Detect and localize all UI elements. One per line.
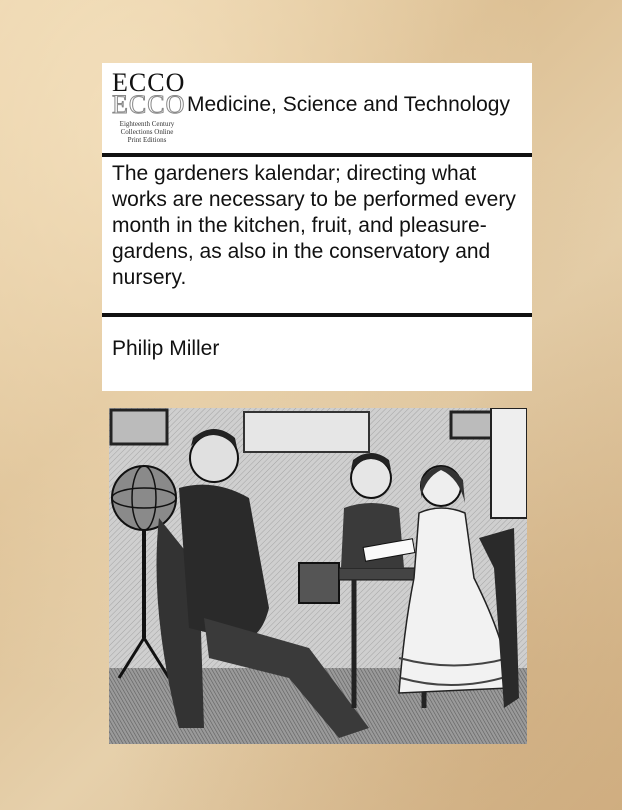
author-block <box>102 317 532 391</box>
author-name: Philip Miller <box>112 337 220 360</box>
logo-caption-line: Collections Online <box>120 128 174 136</box>
series-title: Medicine, Science and Technology <box>187 93 510 116</box>
book-in-hand <box>299 563 339 603</box>
cover-illustration <box>109 408 527 744</box>
wall-map <box>244 412 369 452</box>
book-title: The gardeners kalendar; directing what works are necessary to be performed every month in the kitchen, fruit, and pleasure-gardens, as also in the conservatory and nursery. <box>112 162 516 289</box>
logo-caption <box>112 120 182 144</box>
title-block <box>102 157 532 313</box>
picture-frame-right <box>451 412 493 438</box>
cover-header <box>102 63 532 153</box>
logo-caption-line: Print Editions <box>127 136 167 144</box>
window <box>491 408 527 518</box>
logo-mark: ECCO <box>112 68 186 97</box>
logo-caption-line: Eighteenth Century <box>119 120 175 128</box>
logo-mark-reflection: ECCO <box>112 90 186 119</box>
engraving-illustration <box>109 408 527 744</box>
globe <box>112 466 176 530</box>
cover-panel <box>102 63 532 391</box>
ecco-logo <box>112 68 186 149</box>
picture-frame-left <box>111 410 167 444</box>
